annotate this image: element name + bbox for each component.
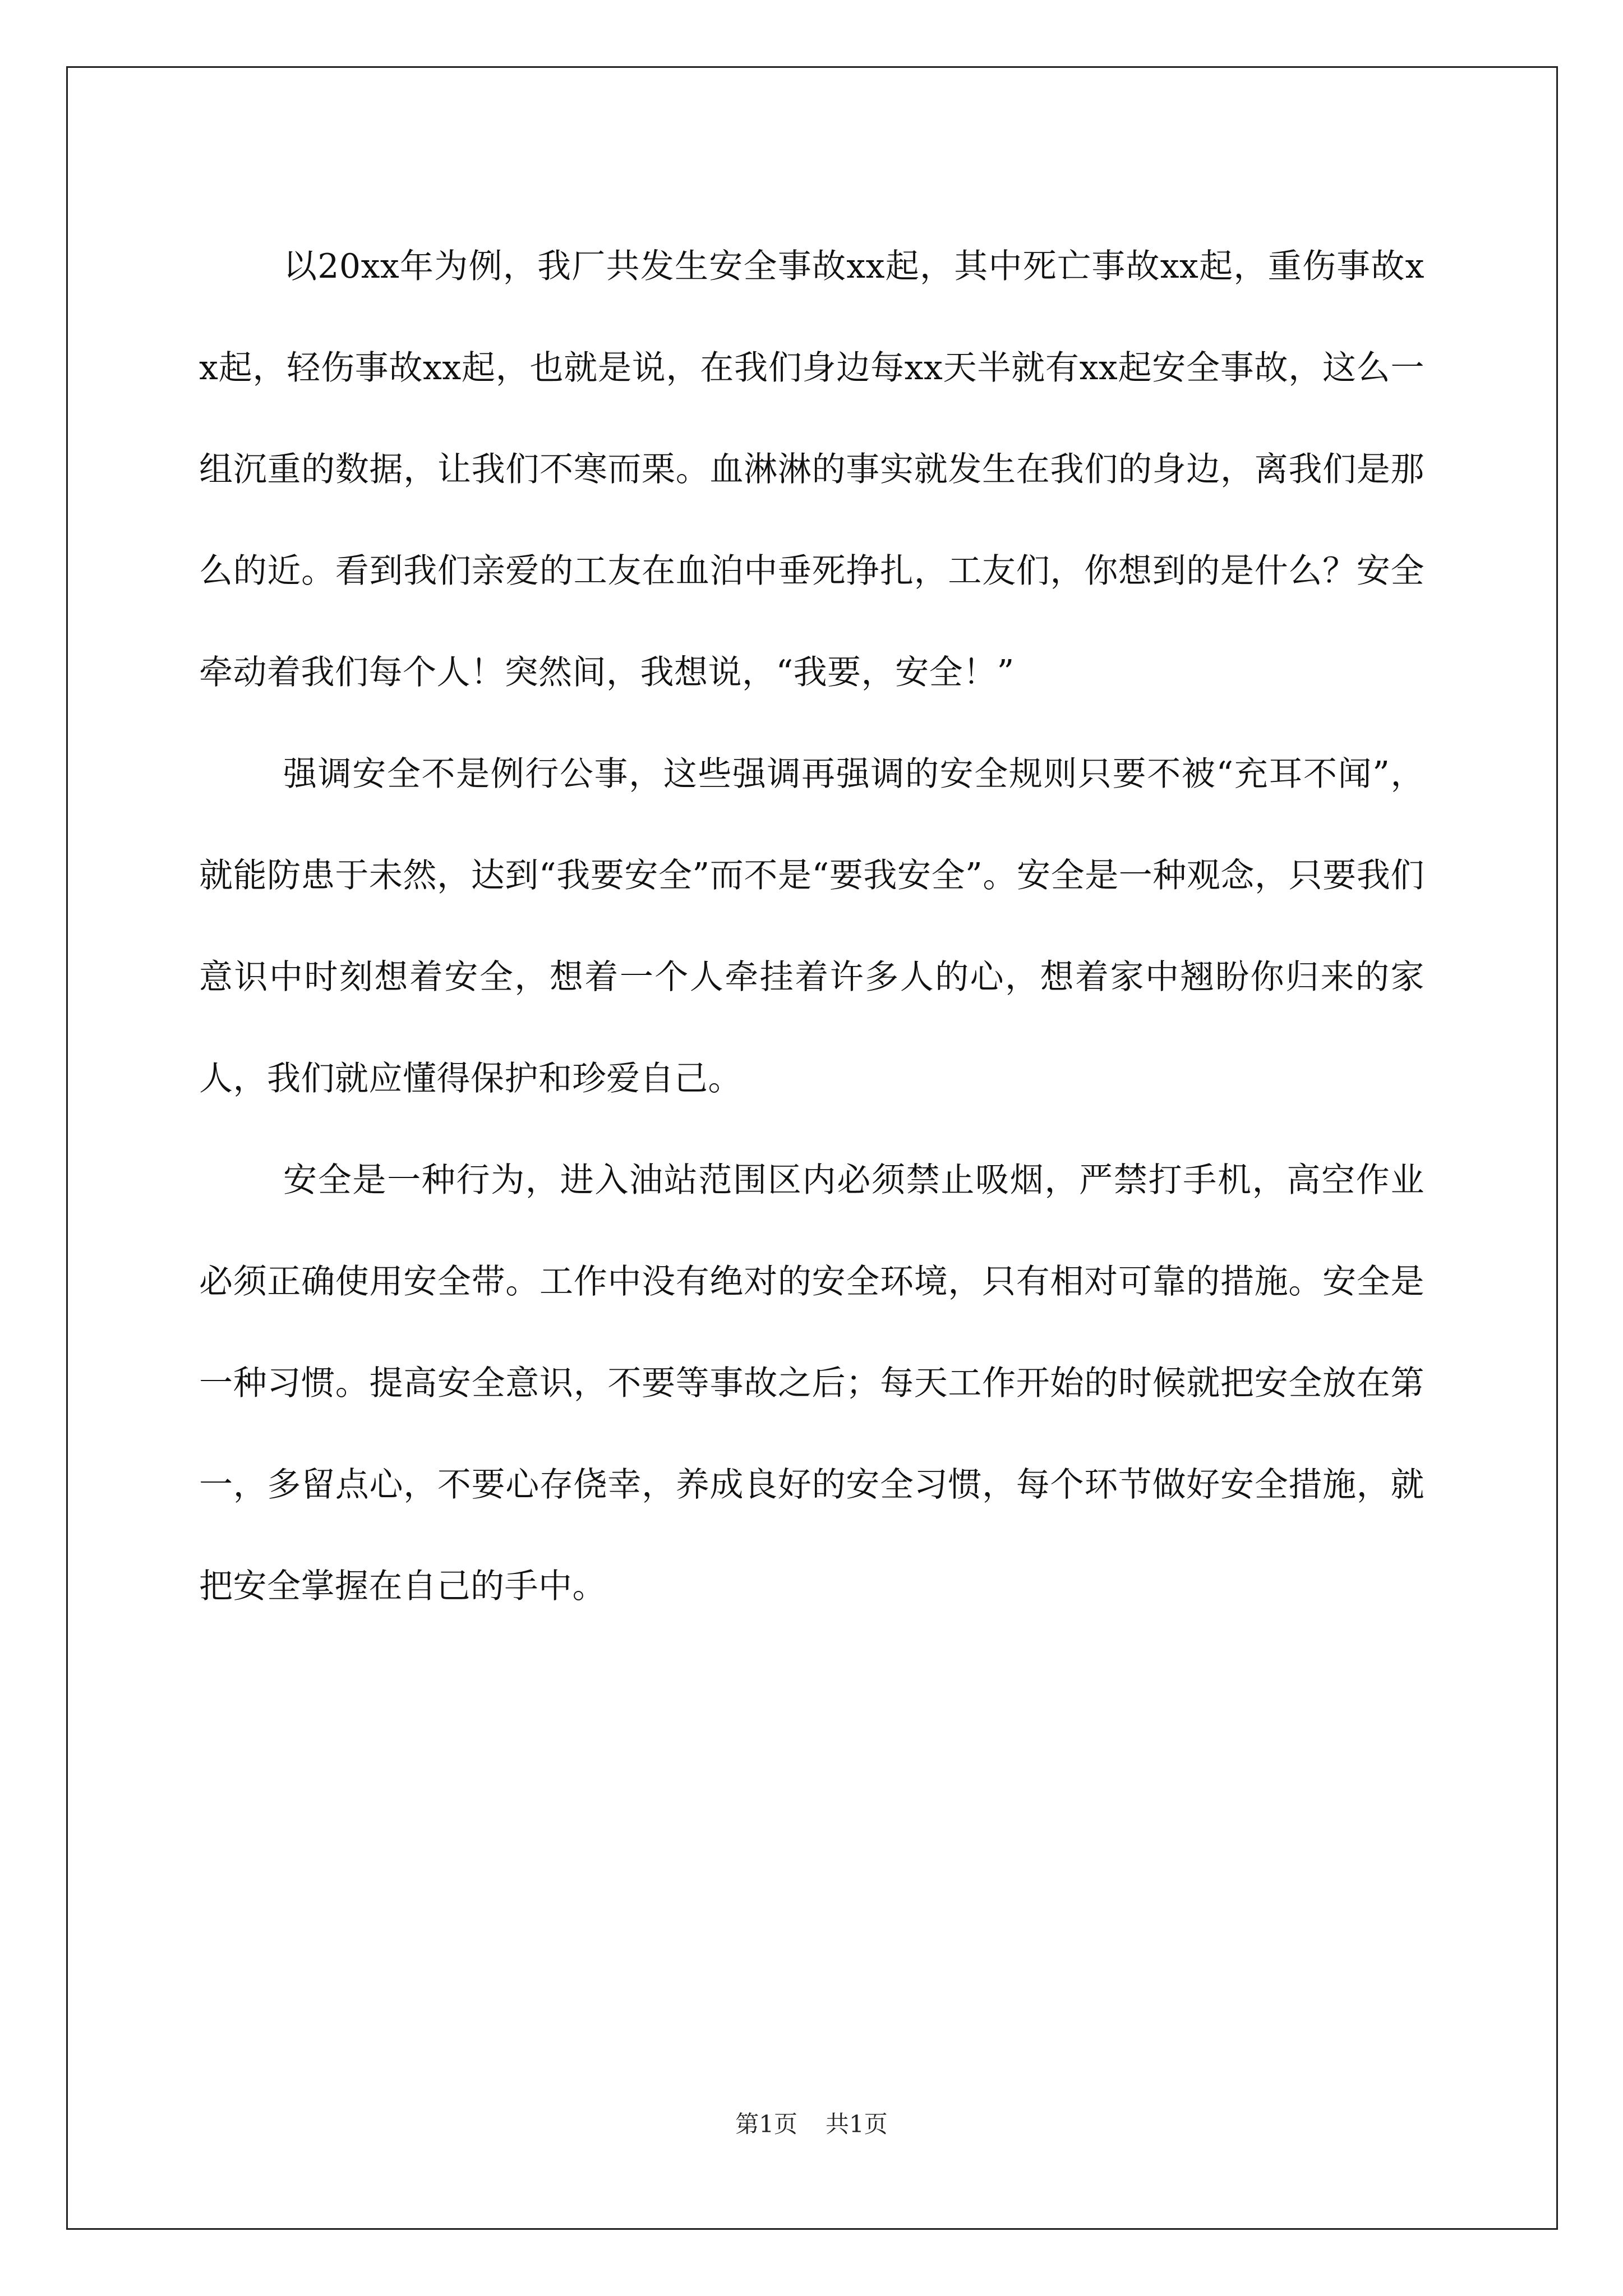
paragraph-3: 安全是一种行为，进入油站范围区内必须禁止吸烟，严禁打手机，高空作业必须正确使用安全带。工作中没有绝对的安全环境，只有相对可靠的措施。安全是一种习惯。提高安全意识，不要等事故之后；每天工作开始的时候就把安全放在第一，多留点心，不要心存侥幸，养成良好的安全习惯，每个环节做好安全措施，就把安全掌握在自己的手中。 bbox=[199, 1161, 1424, 1606]
page-total: 共1页 bbox=[826, 2110, 888, 2138]
page-footer bbox=[0, 2110, 1623, 2138]
page-number: 第1页 bbox=[735, 2110, 797, 2138]
document-body bbox=[199, 216, 1424, 1637]
paragraph-1: 以20xx年为例，我厂共发生安全事故xx起，其中死亡事故xx起，重伤事故xx起，轻伤事故xx起，也就是说，在我们身边每xx天半就有xx起安全事故，这么一组沉重的数据，让我们不寒而栗。血淋淋的事实就发生在我们的身边，离我们是那么的近。看到我们亲爱的工友在血泊中垂死挣扎，工友们，你想到的是什么？安全牵动着我们每个人！突然间，我想说，“我要，安全！” bbox=[199, 247, 1424, 692]
paragraph-2: 强调安全不是例行公事，这些强调再强调的安全规则只要不被“充耳不闻”，就能防患于未然，达到“我要安全”而不是“要我安全”。安全是一种观念，只要我们意识中时刻想着安全，想着一个人牵挂着许多人的心，想着家中翘盼你归来的家人，我们就应懂得保护和珍爱自己。 bbox=[199, 754, 1424, 1098]
